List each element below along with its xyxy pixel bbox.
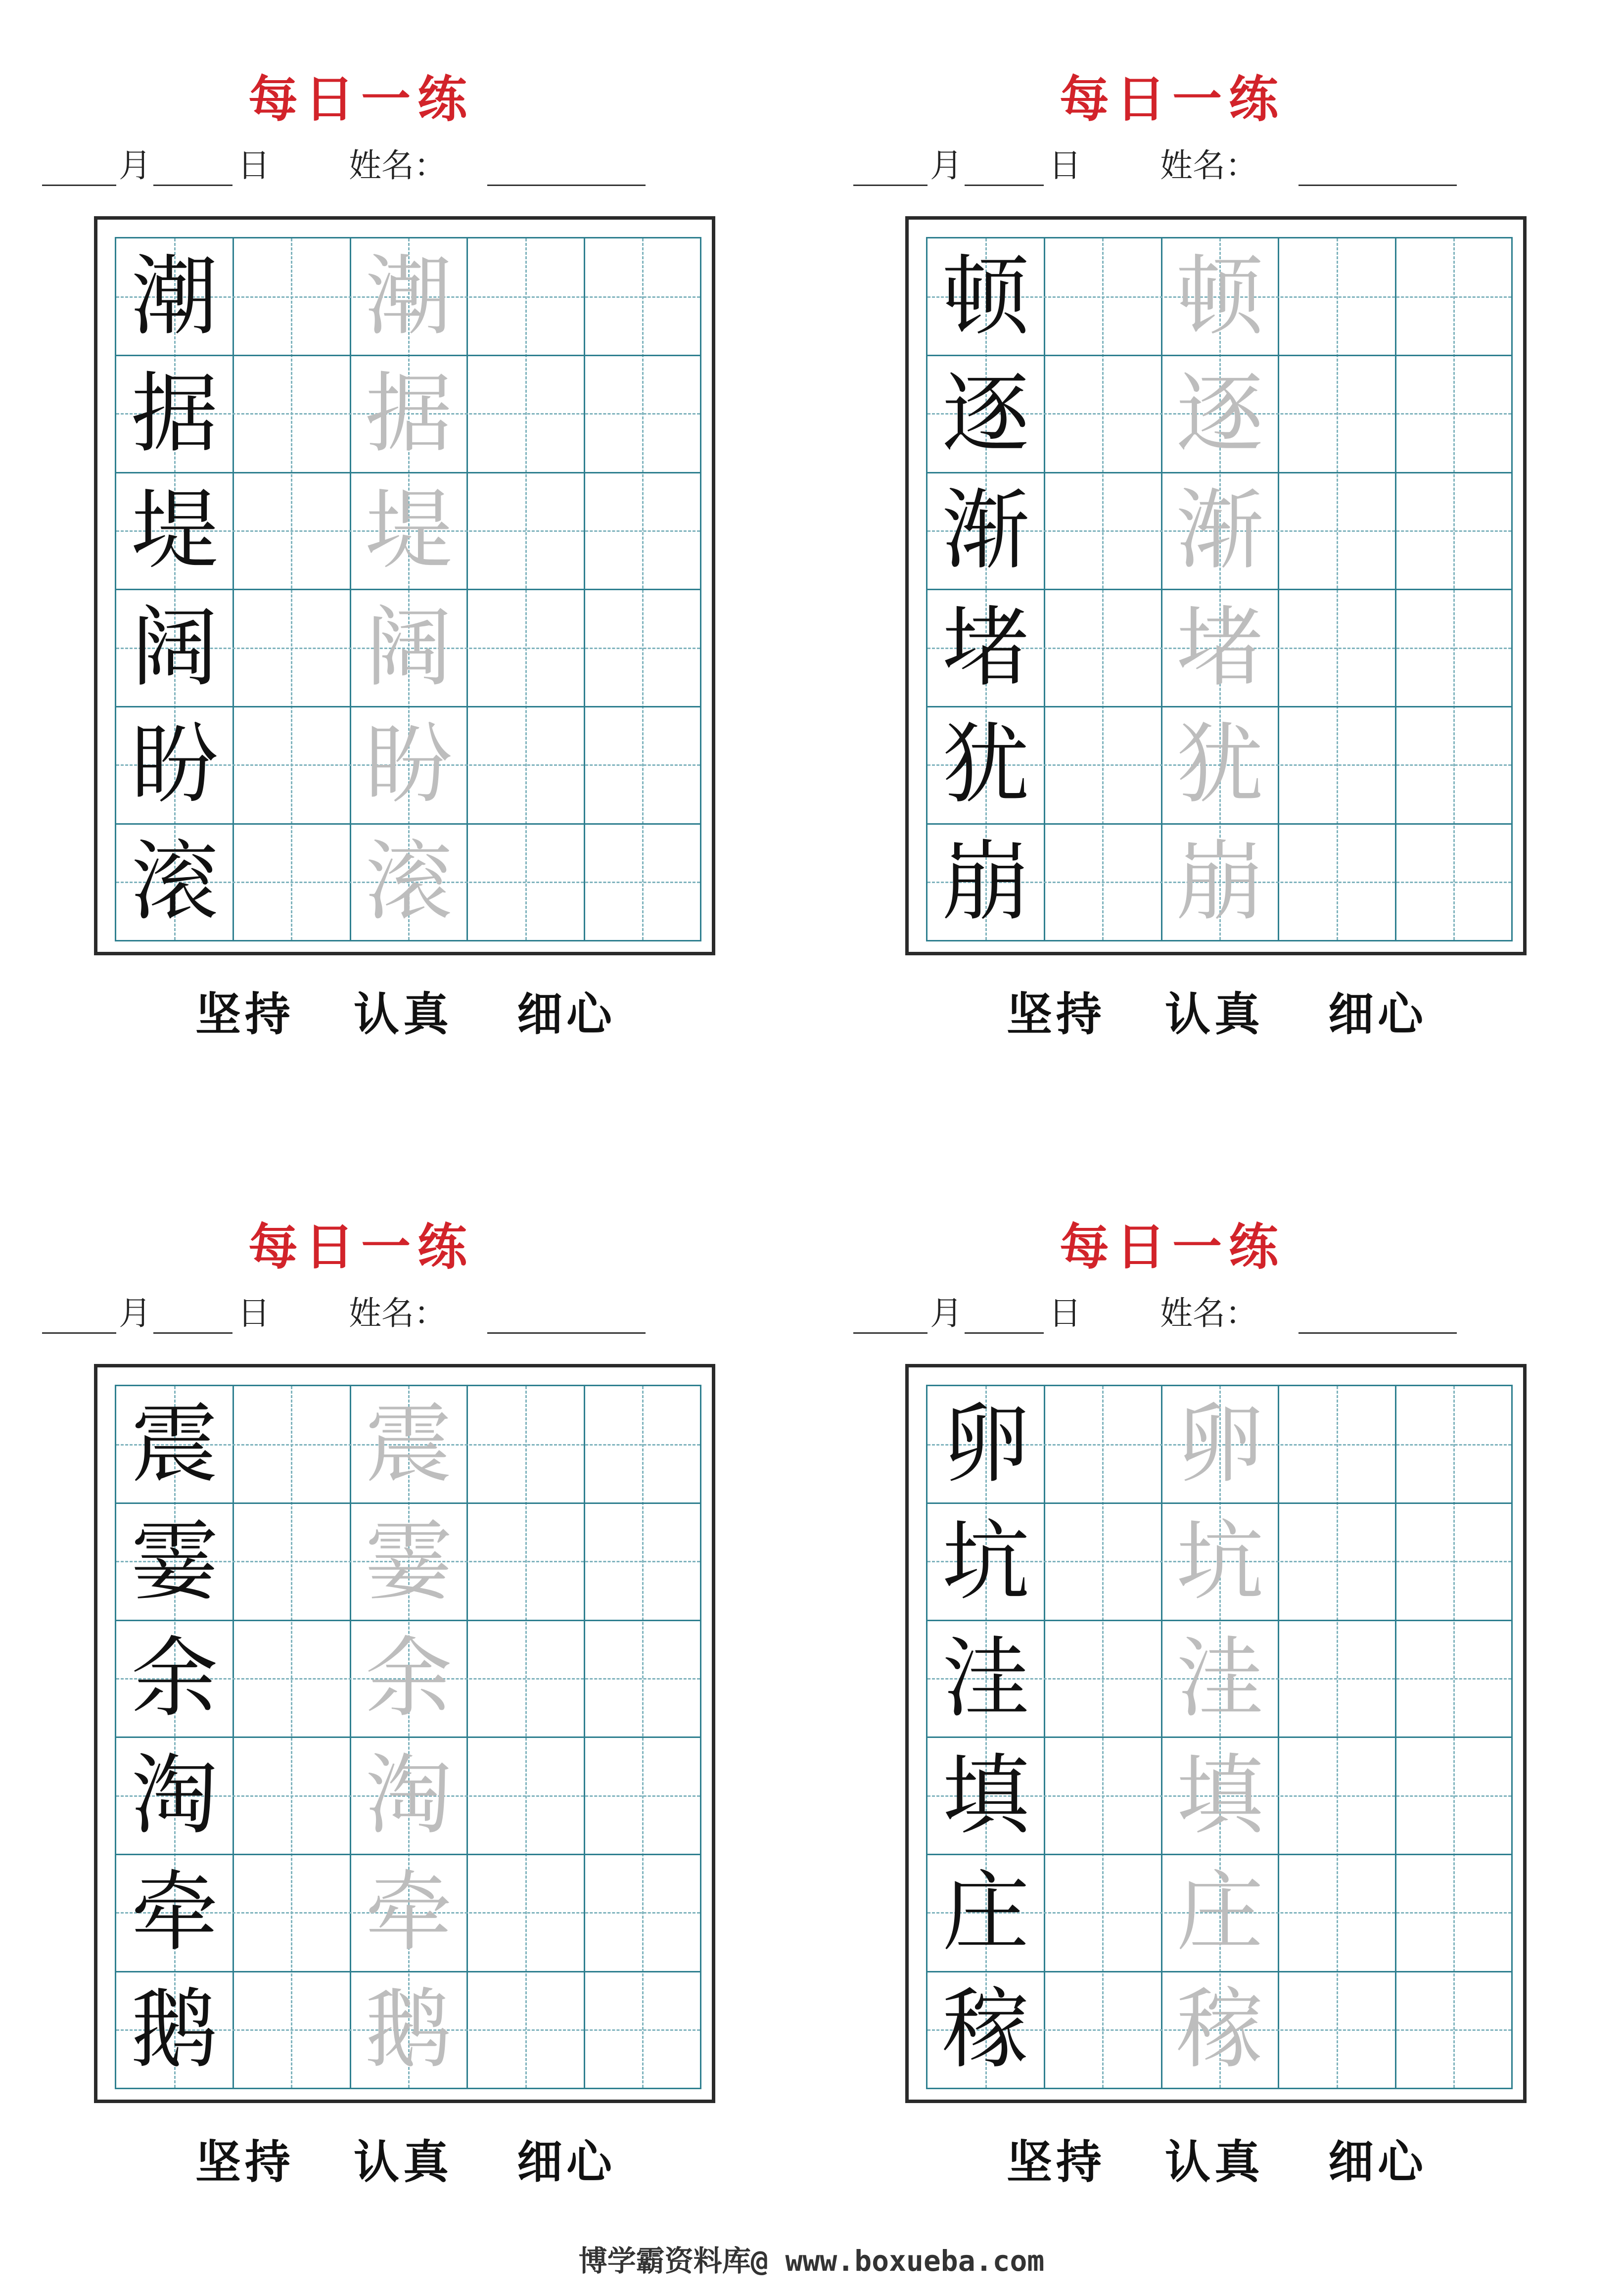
trace-character: 犹 xyxy=(1176,714,1264,816)
tianzige-grid xyxy=(115,1385,701,2089)
trace-character: 顿 xyxy=(1176,246,1264,347)
month-blank[interactable] xyxy=(853,1332,927,1334)
month-blank[interactable] xyxy=(853,185,927,186)
model-character: 余 xyxy=(131,1628,218,1730)
model-character: 堵 xyxy=(942,597,1029,699)
footer-watermark: 博学霸资料库@ www.boxueba.com xyxy=(578,2244,1045,2278)
trace-character: 牵 xyxy=(365,1862,453,1964)
day-blank[interactable] xyxy=(153,185,232,186)
date-name-row xyxy=(853,141,1496,190)
motto-word: 细心 xyxy=(1328,987,1428,1041)
motto-word: 坚持 xyxy=(1007,987,1106,1041)
trace-character: 盼 xyxy=(365,714,453,816)
model-character: 庄 xyxy=(942,1862,1029,1964)
trace-character: 据 xyxy=(365,363,453,465)
motto-word: 坚持 xyxy=(1007,2135,1106,2189)
motto-word: 认真 xyxy=(354,2135,453,2189)
motto-word: 坚持 xyxy=(195,987,295,1041)
day-label: 日 xyxy=(1049,146,1081,185)
model-character: 洼 xyxy=(942,1628,1029,1730)
model-character: 潮 xyxy=(131,246,218,347)
name-label: 姓名： xyxy=(1160,1294,1258,1332)
practice-grid-frame xyxy=(905,216,1527,955)
practice-grid-frame xyxy=(94,216,715,955)
motto-word: 认真 xyxy=(1165,2135,1264,2189)
motto-row xyxy=(94,2132,715,2192)
name-label: 姓名： xyxy=(1160,146,1258,185)
day-label: 日 xyxy=(1049,1294,1081,1332)
practice-panel-4 xyxy=(811,1148,1504,2187)
model-character: 填 xyxy=(942,1744,1029,1846)
day-blank[interactable] xyxy=(965,1332,1044,1334)
model-character: 渐 xyxy=(942,480,1029,582)
trace-character: 稼 xyxy=(1176,1979,1264,2080)
practice-panel-1 xyxy=(0,0,693,1039)
motto-word: 细心 xyxy=(517,987,616,1041)
tianzige-grid xyxy=(115,237,701,941)
day-label: 日 xyxy=(237,146,270,185)
trace-character: 淘 xyxy=(365,1744,453,1846)
day-blank[interactable] xyxy=(965,185,1044,186)
panel-title: 每日一练 xyxy=(248,70,474,128)
month-blank[interactable] xyxy=(42,185,116,186)
practice-grid-frame xyxy=(94,1364,715,2103)
motto-row xyxy=(905,984,1527,1044)
panel-title: 每日一练 xyxy=(1060,70,1285,128)
model-character: 震 xyxy=(131,1394,218,1495)
model-character: 鹅 xyxy=(131,1979,218,2080)
month-label: 月 xyxy=(930,1294,963,1332)
trace-character: 震 xyxy=(365,1394,453,1495)
model-character: 滚 xyxy=(131,831,218,933)
trace-character: 填 xyxy=(1176,1744,1264,1846)
motto-word: 认真 xyxy=(354,987,453,1041)
model-character: 阔 xyxy=(131,597,218,699)
name-label: 姓名： xyxy=(349,146,447,185)
motto-word: 认真 xyxy=(1165,987,1264,1041)
panel-title: 每日一练 xyxy=(248,1218,474,1276)
model-character: 犹 xyxy=(942,714,1029,816)
tianzige-grid xyxy=(926,237,1513,941)
model-character: 稼 xyxy=(942,1979,1029,2080)
day-blank[interactable] xyxy=(153,1332,232,1334)
date-name-row xyxy=(42,141,685,190)
month-blank[interactable] xyxy=(42,1332,116,1334)
model-character: 据 xyxy=(131,363,218,465)
month-label: 月 xyxy=(930,146,963,185)
name-blank[interactable] xyxy=(487,1332,646,1334)
trace-character: 逐 xyxy=(1176,363,1264,465)
motto-word: 细心 xyxy=(1328,2135,1428,2189)
trace-character: 洼 xyxy=(1176,1628,1264,1730)
motto-row xyxy=(905,2132,1527,2192)
practice-grid-frame xyxy=(905,1364,1527,2103)
name-label: 姓名： xyxy=(349,1294,447,1332)
trace-character: 霎 xyxy=(365,1510,453,1612)
date-name-row xyxy=(42,1289,685,1338)
model-character: 牵 xyxy=(131,1862,218,1964)
motto-row xyxy=(94,984,715,1044)
month-label: 月 xyxy=(119,146,151,185)
model-character: 霎 xyxy=(131,1510,218,1612)
tianzige-grid xyxy=(926,1385,1513,2089)
practice-panel-2 xyxy=(811,0,1504,1039)
trace-character: 渐 xyxy=(1176,480,1264,582)
model-character: 逐 xyxy=(942,363,1029,465)
trace-character: 卵 xyxy=(1176,1394,1264,1495)
motto-word: 细心 xyxy=(517,2135,616,2189)
name-blank[interactable] xyxy=(1298,185,1457,186)
motto-word: 坚持 xyxy=(195,2135,295,2189)
model-character: 卵 xyxy=(942,1394,1029,1495)
model-character: 坑 xyxy=(942,1510,1029,1612)
model-character: 顿 xyxy=(942,246,1029,347)
trace-character: 阔 xyxy=(365,597,453,699)
name-blank[interactable] xyxy=(487,185,646,186)
trace-character: 滚 xyxy=(365,831,453,933)
model-character: 崩 xyxy=(942,831,1029,933)
trace-character: 庄 xyxy=(1176,1862,1264,1964)
trace-character: 崩 xyxy=(1176,831,1264,933)
trace-character: 潮 xyxy=(365,246,453,347)
date-name-row xyxy=(853,1289,1496,1338)
trace-character: 堵 xyxy=(1176,597,1264,699)
trace-character: 堤 xyxy=(365,480,453,582)
name-blank[interactable] xyxy=(1298,1332,1457,1334)
month-label: 月 xyxy=(119,1294,151,1332)
trace-character: 坑 xyxy=(1176,1510,1264,1612)
practice-panel-3 xyxy=(0,1148,693,2187)
model-character: 盼 xyxy=(131,714,218,816)
trace-character: 鹅 xyxy=(365,1979,453,2080)
trace-character: 余 xyxy=(365,1628,453,1730)
model-character: 堤 xyxy=(131,480,218,582)
panel-title: 每日一练 xyxy=(1060,1218,1285,1276)
day-label: 日 xyxy=(237,1294,270,1332)
model-character: 淘 xyxy=(131,1744,218,1846)
